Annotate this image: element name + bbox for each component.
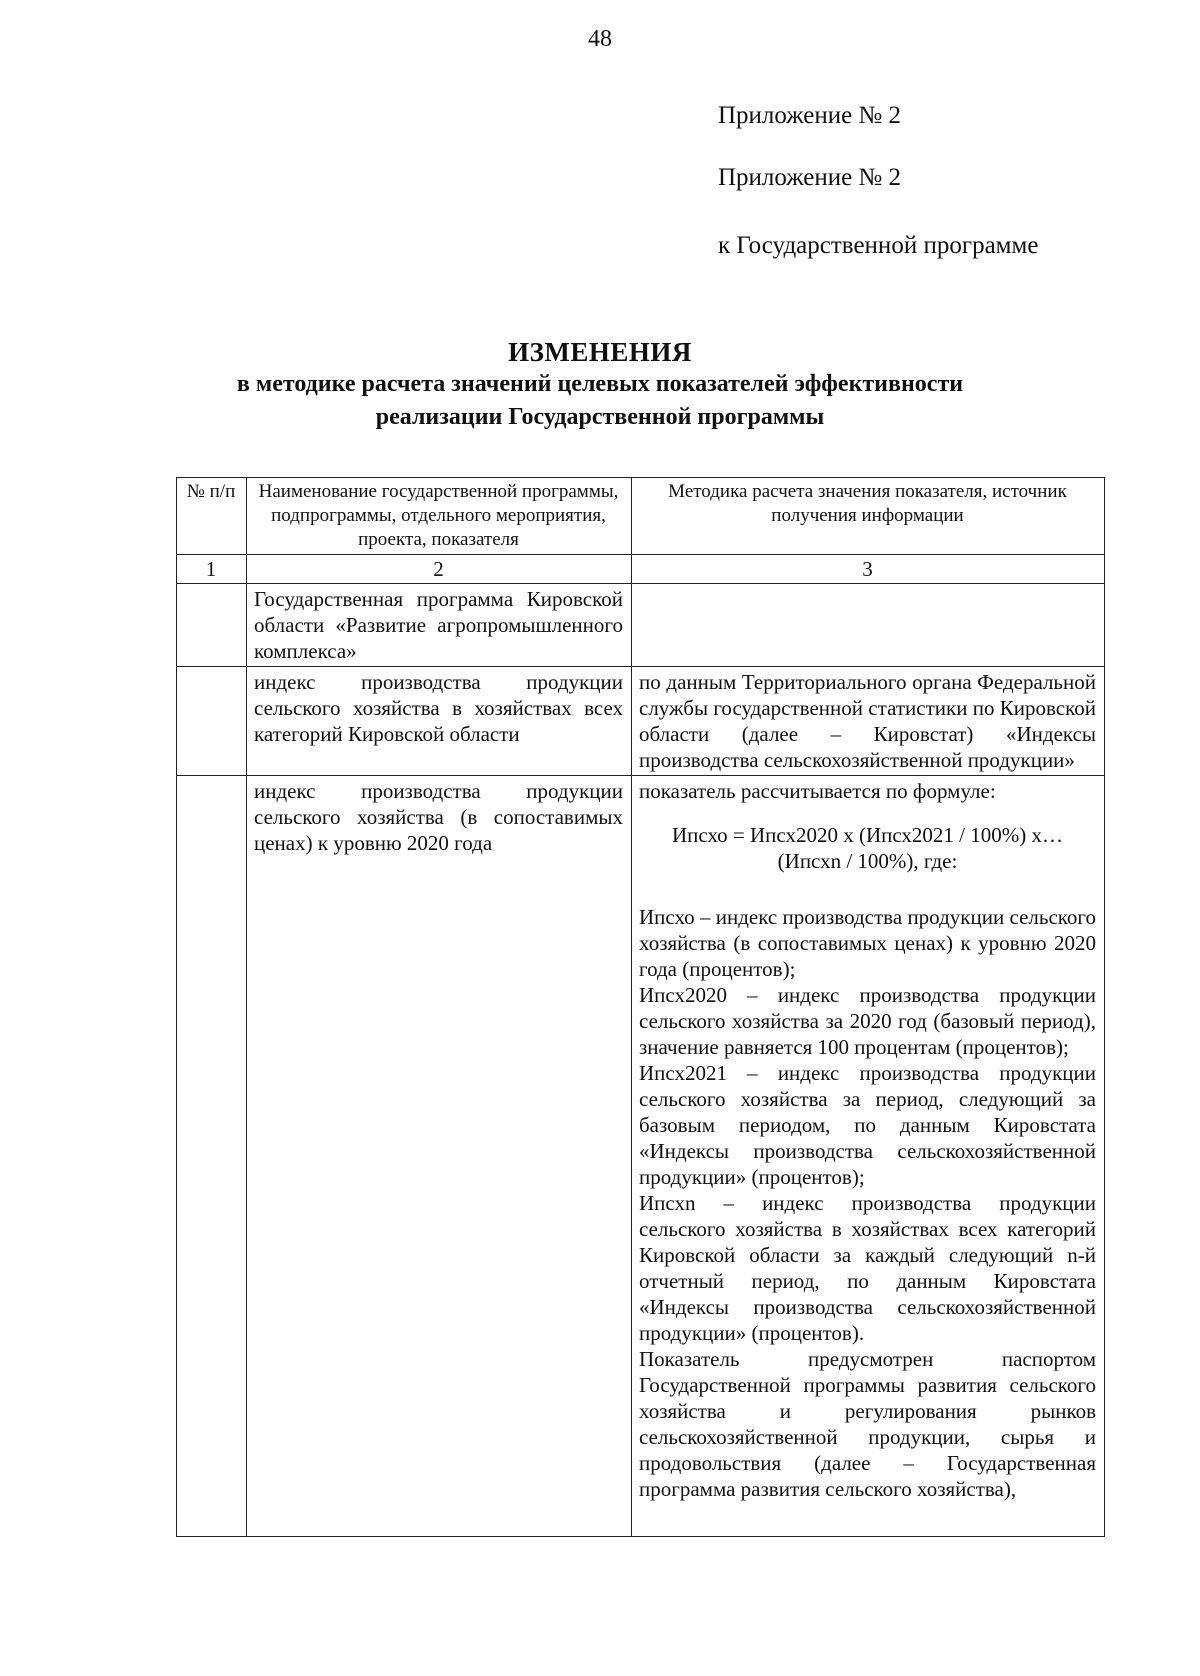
header-method: Методика расчета значения показателя, источник получения информации [632,478,1105,555]
document-title [0,336,1200,434]
formula: Ипсхо = Ипсх2020 х (Ипсх2021 / 100%) х… (Ипсхn / 100%), где: [672,823,1063,873]
appendix-reference: к Государственной программе [718,232,1039,259]
title-line-3: реализации Государственной программы [375,404,825,430]
indicator-name: индекс производства продукции сельского хозяйства (в сопоставимых ценах) к уровню 2020 года [247,776,632,1537]
table-row [177,584,1105,667]
indicator-method: по данным Территориального органа Федеральной службы государственной статистики по Кировской области (далее – Кировстат) «Индексы производства сельскохозяйственной продукции» [632,667,1105,776]
indicator-method [632,776,1105,1537]
appendix-label-2: Приложение № 2 [718,164,902,191]
definition-item: Ипсх2021 – индекс производства продукции сельского хозяйства за период, следующий за базовым периодом, по данным Кировстата «Индексы производства сельскохозяйственной продукции» (процентов); [639,1061,1096,1189]
column-number-3: 3 [632,555,1105,584]
indicator-name: индекс производства продукции сельского хозяйства в хозяйствах всех категорий Кировской области [247,667,632,776]
row-number [177,667,247,776]
method-note: Показатель предусмотрен паспортом Государственной программы развития сельского хозяйства и регулирования рынков сельскохозяйственной продукции, сырья и продовольствия (далее – Государственная программа развития сельского хозяйства), [639,1347,1096,1501]
header-number: № п/п [177,478,247,555]
program-method [632,584,1105,667]
row-number [177,584,247,667]
column-number-row [177,555,1105,584]
title-line-2: в методике расчета значений целевых показателей эффективности [236,371,964,397]
table-row [177,776,1105,1537]
appendix-label-1: Приложение № 2 [718,102,902,129]
definition-item: Ипсх2020 – индекс производства продукции сельского хозяйства за 2020 год (базовый период), значение равняется 100 процентам (процентов); [639,983,1096,1059]
column-number-1: 1 [177,555,247,584]
page-number: 48 [588,26,612,52]
method-intro: показатель рассчитывается по формуле: [639,779,996,803]
program-name: Государственная программа Кировской области «Развитие агропромышленного комплекса» [247,584,632,667]
table-header-row [177,478,1105,555]
methodology-table [176,477,1105,1537]
definition-item: Ипсхо – индекс производства продукции сельского хозяйства (в сопоставимых ценах) к уровню 2020 года (процентов); [639,905,1096,981]
header-name: Наименование государственной программы, подпрограммы, отдельного мероприятия, проекта, показателя [247,478,632,555]
row-number [177,776,247,1537]
table-row [177,667,1105,776]
definition-item: Ипсхn – индекс производства продукции сельского хозяйства в хозяйствах всех категорий Кировской области за каждый следующий n-й отчетный период, по данным Кировстата «Индексы производства сельскохозяйственной продукции» (процентов). [639,1191,1096,1345]
column-number-2: 2 [247,555,632,584]
title-main: ИЗМЕНЕНИЯ [508,337,692,367]
